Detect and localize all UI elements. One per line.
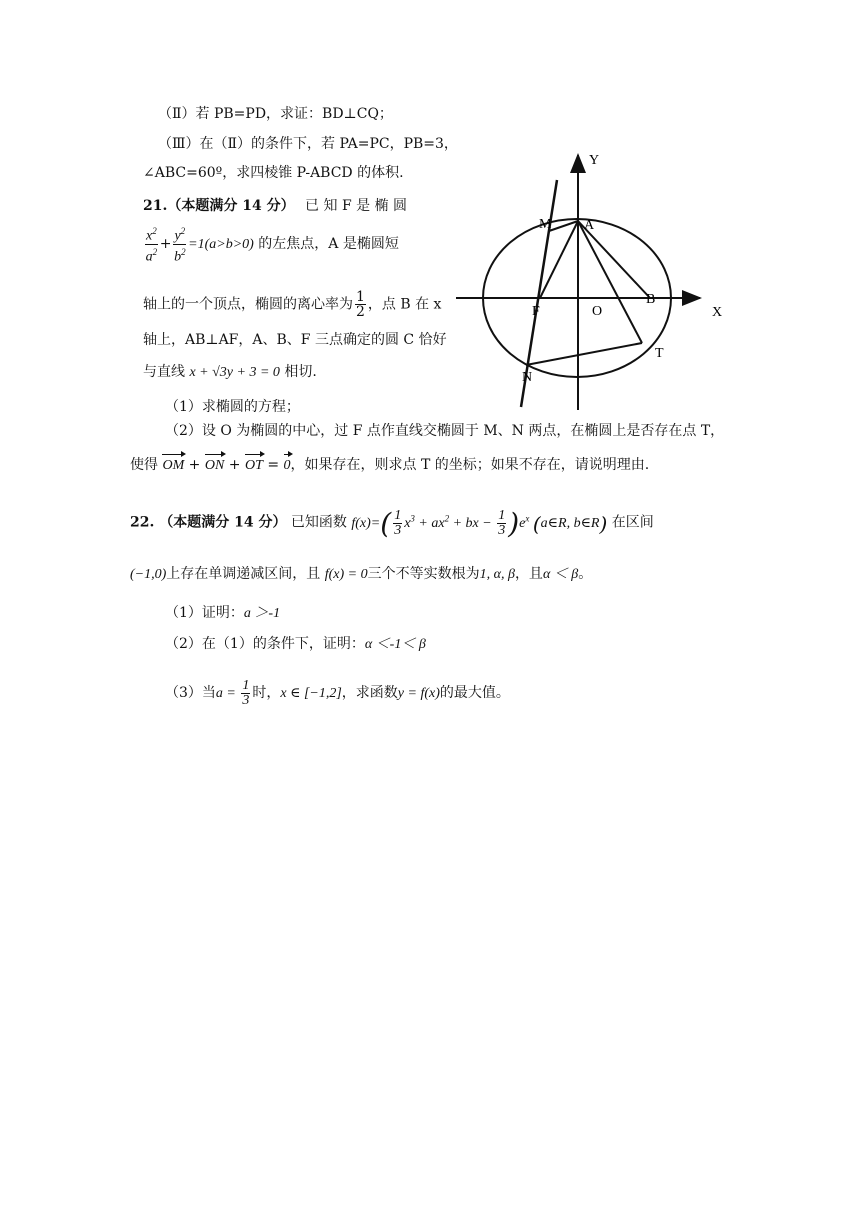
point-b-text: ，点 B 在 x: [367, 296, 442, 313]
q22-sub1-inequality: a ＞-1: [243, 606, 281, 621]
existence-question-text: ，如果存在，则求点 T 的坐标；如果不存在，请说明理由.: [290, 457, 650, 473]
tangent-line-equation: x + √3y + 3 = 0: [189, 365, 280, 380]
label-n: N: [522, 370, 533, 385]
q22-line2-text1: 上存在单调递减区间，且: [166, 566, 321, 582]
q22-sub3-when: （3）当: [165, 685, 216, 701]
q22-sub2-text: （2）在（1）的条件下，证明：: [165, 636, 365, 652]
q22-line2-text2: 三个不等实数根为: [367, 566, 480, 582]
segment-nt: [526, 343, 642, 365]
q22-sub2-inequality: α ＜-1＜ β: [364, 637, 426, 652]
line-prefix: 与直线: [143, 364, 185, 380]
alpha-beta-relation: α ＜ β: [542, 567, 579, 582]
q21-intro-line: [143, 196, 407, 216]
label-y: Y: [589, 153, 600, 168]
q21-line5: [143, 362, 317, 383]
q22-sub1-text: （1）证明：: [165, 605, 244, 621]
q22-sub2: [165, 634, 426, 655]
label-b: B: [646, 292, 656, 307]
x-interval: x ∈ [−1,2]: [280, 686, 342, 701]
q22-sub3: [165, 678, 510, 709]
vector-sum-equation: OM + ON + OT = 0: [162, 457, 290, 473]
function-definition: f(x)=( $\frac{1}{3}$ $x^3 + ax^2$ + bx − $\frac{1}{3}$ )$e^x$ (a∈R, b∈R): [351, 506, 608, 540]
segment-fa: [540, 221, 578, 298]
q22-line2-text3: ，且: [514, 566, 543, 582]
q22-sub3-find: ，求函数: [341, 685, 398, 701]
eccentricity-fraction: $\frac{1}{2}$: [356, 289, 365, 320]
q21-ellipse-equation-line: $\frac{x^2}{a^2}$ + $\frac{y^2}{b^2}$ =1(a>b>0) 的左焦点，A 是椭圆短: [145, 226, 399, 265]
q20-part3-line1: （Ⅲ）在（Ⅱ）的条件下，若 PA=PC，PB=3，: [158, 136, 458, 152]
segment-at: [578, 221, 642, 343]
ellipse-term-y: $\frac{y^2}{b^2}$: [174, 226, 186, 265]
a-value: a = $\frac{1}{3}$: [215, 678, 250, 709]
q22-line1: [130, 498, 654, 544]
tangent-text: 相切.: [284, 364, 317, 380]
make-prefix: 使得: [130, 457, 158, 473]
label-a: A: [584, 218, 595, 233]
q22-intro: 已知函数: [290, 514, 347, 531]
q22-sub3-max: 的最大值。: [439, 685, 510, 701]
q22-header: 22. （本题满分 14 分）: [130, 514, 287, 531]
q20-part2: （Ⅱ）若 PB=PD，求证：BD⊥CQ；: [158, 106, 393, 122]
q22-sub1: [165, 603, 280, 624]
q21-sub2: （2）设 O 为椭圆的中心，过 F 点作直线交椭圆于 M、N 两点，在椭圆上是否存在点 T，: [165, 423, 725, 439]
label-t: T: [655, 346, 664, 361]
q21-header: 21.（本题满分 14 分）: [143, 198, 295, 214]
ellipse-term-x: $\frac{x^2}{a^2}$: [145, 226, 158, 265]
q21-intro-tail: 已 知 F 是 椭 圆: [305, 198, 408, 214]
label-f: F: [532, 304, 540, 319]
label-m: M: [539, 217, 552, 232]
function-y: y = f(x): [397, 686, 440, 701]
q21-eq-tail: 的左焦点，A 是椭圆短: [258, 236, 399, 253]
interval: (−1,0): [130, 567, 167, 582]
q22-sub3-shi: 时，: [252, 685, 281, 701]
root-equation: f(x) = 0: [324, 567, 368, 582]
label-x: X: [712, 305, 723, 320]
q21-sub1: （1）求椭圆的方程；: [165, 399, 300, 415]
roots: 1, α, β: [479, 567, 515, 582]
q21-sub2-line2: [130, 452, 649, 476]
q22-tail: 在区间: [611, 514, 654, 531]
q21-line4: 轴上，AB⊥AF，A、B、F 三点确定的圆 C 恰好: [143, 332, 447, 348]
q22-line2-period: 。: [578, 566, 593, 582]
q20-part3-line2: ∠ABC=60º，求四棱锥 P-ABCD 的体积.: [143, 165, 404, 181]
label-o: O: [592, 304, 603, 319]
q22-line2: [130, 564, 592, 585]
q21-line3: [143, 290, 441, 319]
eccentricity-text: 轴上的一个顶点，椭圆的离心率为: [143, 296, 353, 313]
ellipse-figure: [450, 145, 740, 420]
